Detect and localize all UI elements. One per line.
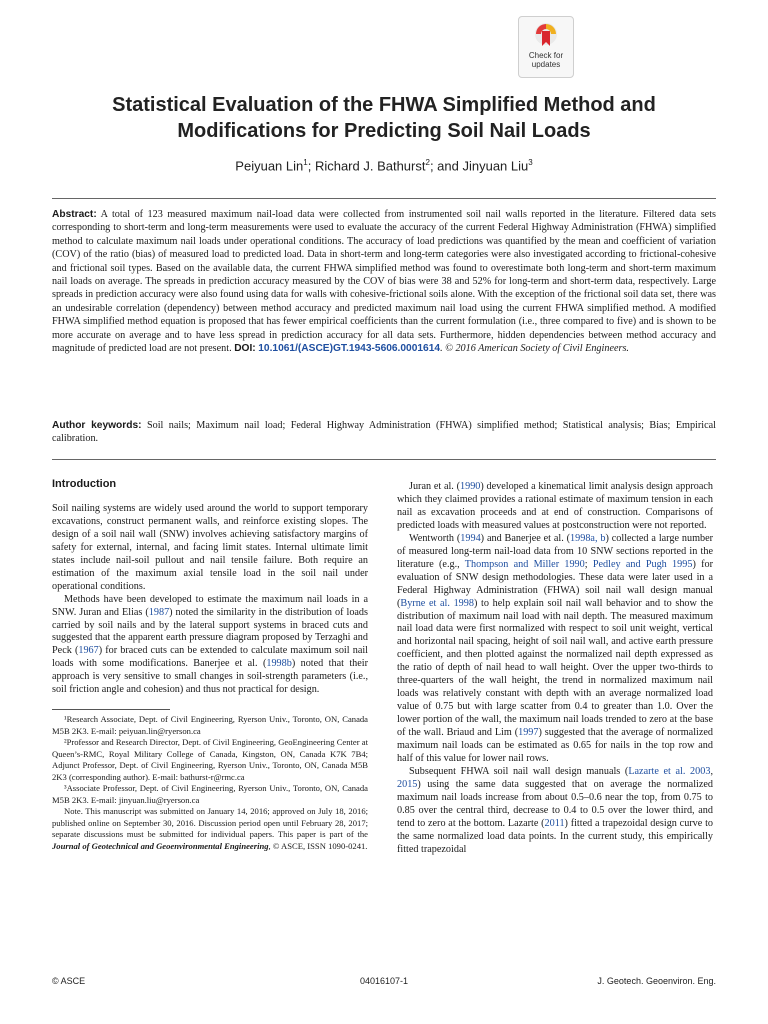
intro-paragraph-1: Soil nailing systems are widely used around the world to support temporary excavations, construct permanent walls, and reinforce existing slopes. The design of a soil nail wall (SNW) involves achieving satisfactory margins of safety for external, internal, and facing limit states. Internal ultimate limit states include nail-soil pullout and nail tensile failure. Both require an estimation of the maximum axial tensile load in the soil nail under operational conditions. — [52, 502, 368, 592]
body-paragraph-r1: Juran et al. (1990) developed a kinematical limit analysis design approach which they claimed provides a rational estimate of maximum tension in each nail as excavation proceeds and at end of construction. Comparisons of predicted loads with measured values at postconstruction were not reported. — [397, 481, 713, 531]
author-sep-2: ; and — [429, 158, 463, 174]
citation-link[interactable]: 1998a, b — [570, 532, 606, 544]
footnote-3: ³Associate Professor, Dept. of Civil Engineering, Ryerson Univ., Toronto, ON, Canada M5B 2K3. E-mail: jinyuan.liu@ryerson.ca — [52, 783, 368, 805]
footer-journal: J. Geotech. Geoenviron. Eng. — [597, 976, 716, 986]
intro-paragraph-2: Methods have been developed to estimate the maximum nail loads in a SNW. Juran and Elias (1987) noted the similarity in the distribution of loads carried by soil nails and by the lateral support systems in braced cuts and suggested that the apparent earth pressure diagram proposed by Terzaghi and Peck (1967) for braced cuts can be extended to calculate maximum soil nail loads with some modifications. Banerjee et al. (1998b) noted that their approach is very sensitive to small changes in soil-strength parameters (i.e., soil friction angle and cohesion) and thus not practical for design. — [52, 593, 368, 696]
page-number: 04016107-1 — [359, 976, 409, 986]
doi-link[interactable]: 10.1061/(ASCE)GT.1943-5606.0001614 — [258, 343, 441, 355]
citation-link[interactable]: Thompson and Miller 1990 — [464, 558, 585, 570]
citation-link[interactable]: 1990 — [460, 481, 481, 492]
author-2: Richard J. Bathurst — [314, 158, 426, 174]
author-1-affil: 1 — [303, 158, 308, 167]
journal-name: Journal of Geotechnical and Geoenvironmental Engineering — [52, 840, 269, 851]
submission-note: Note. This manuscript was submitted on January 14, 2016; approved on July 18, 2016; published online on September 30, 2016. Discussion period open until February 28, 2017; separate discussions must be submitted for individual papers. This paper is part of the Journal of Geotechnical and Geoenvironmental Engineering, © ASCE, ISSN 1090-0241. — [52, 806, 368, 851]
copyright: . © 2016 American Society of Civil Engineers. — [440, 343, 629, 355]
footer-publisher: © ASCE — [52, 976, 86, 986]
author-1: Peiyuan Lin — [235, 158, 304, 174]
section-heading-introduction: Introduction — [52, 478, 117, 490]
citation-link[interactable]: Lazarte et al. 2003 — [628, 765, 711, 777]
footnote-2: ²Professor and Research Director, Dept. of Civil Engineering, GeoEngineering Center at Queen’s-RMC, Royal Military College of Canada, Kingston, ON, Canada K7K 7B4; Adjunct Professor, Dept. of Civil Engineering, Ryerson Univ., Toronto, ON, Canada M5B 2K3 (corresponding author). E-mail: bathurst-r@rmc.ca — [52, 737, 368, 782]
left-column — [52, 478, 368, 852]
citation-link[interactable]: 1994 — [460, 532, 481, 544]
doi-label: DOI: — [234, 343, 256, 355]
abstract-bottom-rule — [52, 459, 716, 460]
citation-link[interactable]: Pedley and Pugh 1995 — [592, 558, 693, 570]
abstract-text: A total of 123 measured maximum nail-load data were collected from instrumented soil nail walls reported in the literature. Filtered data sets corresponding to short-term and long-term measurements were used to evaluate the accuracy of the current Federal Highway Administration (FHWA) simplified method to calculate maximum nail loads under operational conditions. The accuracy of load predictions was quantified by the mean and coefficient of variation (COV) of the ratio (bias) of measured load to predicted load. Data in short-term and long-term categories were also investigated according to frictional-cohesive and frictional soil types. Based on the available data, the current FHWA simplified method was found to overestimate both long-term and short-term maximum nail loads on average. The spreads in prediction accuracy measured by the COV of bias were 38 and 52% for long-term and short-term data, respectively. Large spreads in prediction accuracy were also found using data for walls with cohesive-frictional soils alone. With the exception of the frictional soil data set, there was an undesirable correlation (dependency) between method accuracy and predicted maximum nail load using the current FHWA simplified method. A modified FHWA simplified method equation is proposed that has fewer empirical coefficients than the current formulation (i.e., three compared to five) and is shown to be more accurate on average and to have less spread in prediction accuracy for all data sets. Furthermore, hidden dependencies between method accuracy and magnitude of predicted load are not present. — [52, 209, 716, 355]
paper-title — [40, 92, 728, 144]
check-updates-icon — [533, 21, 559, 51]
author-keywords — [52, 419, 716, 446]
citation-link[interactable]: 1998b — [266, 658, 292, 670]
body-paragraph-r2: Wentworth (1994) and Banerjee et al. (1998a, b) collected a large number of measured long-term nail-load data from 10 SNW sections reported in the literature (e.g., Thompson and Miller 1990; Pedley and Pugh 1995) for evaluation of SNW design methodologies. These data were later used in a Federal Highway Administration (FHWA) soil nail wall design manual (Byrne et al. 1998) to help explain soil nail wall behavior and to show the distribution of maximum nail load with nail depth. The measured maximum nail load data were first normalized with respect to soil unit weight, vertical and horizontal nail spacing, height of soil nail wall, and active earth pressure coefficient, and then plotted against the normalized nail depth expressed as the ratio of depth of nail head to wall height. Over the upper two-thirds to three-quarters of the wall height, the trend in normalized maximum nail loads was relatively constant with depth with an average normalized load value of 0.75 but with large scatter from 0.4 to greater than 1.0. Over the lower portion of the wall, the maximum nail loads trended to zero at the base of the wall. Briaud and Lim (1997) suggested that the average of normalized maximum nail loads can be estimated as 0.65 for nails in the top row and half of this value for lower nail rows. — [397, 532, 714, 765]
citation-link[interactable]: 2015 — [397, 778, 418, 790]
footnote-1: ¹Research Associate, Dept. of Civil Engineering, Ryerson Univ., Toronto, ON, Canada M5B 2K3. E-mail: peiyuan.lin@ryerson.ca — [52, 714, 368, 736]
author-2-affil: 2 — [425, 158, 430, 167]
keywords-label: Author keywords: — [52, 420, 142, 431]
abstract-top-rule — [52, 198, 716, 199]
check-for-updates-badge[interactable] — [518, 16, 574, 78]
citation-link[interactable]: 1987 — [148, 606, 170, 618]
citation-link[interactable]: Byrne et al. 1998 — [400, 597, 474, 609]
badge-line-2: updates — [531, 60, 561, 69]
right-column — [397, 481, 713, 857]
footnote-rule — [52, 709, 170, 710]
title-line-2: Modifications for Predicting Soil Nail Loads — [177, 120, 591, 142]
badge-line-1: Check for — [528, 51, 564, 60]
keywords-text: Soil nails; Maximum nail load; Federal Highway Administration (FHWA) simplified method; Statistical analysis; Bias; Empirical calibration. — [52, 420, 716, 445]
citation-link[interactable]: 2011 — [544, 817, 565, 829]
abstract — [52, 208, 716, 355]
author-list — [40, 158, 728, 173]
citation-link[interactable]: 1967 — [78, 645, 99, 657]
author-sep-1: ; — [307, 158, 315, 174]
title-line-1: Statistical Evaluation of the FHWA Simplified Method and — [112, 94, 656, 116]
citation-link[interactable]: 1997 — [518, 727, 539, 739]
body-paragraph-r3: Subsequent FHWA soil nail wall design manuals (Lazarte et al. 2003, 2015) using the same data suggested that on average the normalized maximum nail loads increase from about 0.5–0.6 near the top, from 0.75 to 0.85 over the central third, decrease to 0.4 to 0.5 over the lower third, and tend to zero at the bottom. Lazarte (2011) fitted a trapezoidal design curve to the same normalized load data points. In the current study, this empirically fitted trapezoidal — [397, 765, 713, 855]
abstract-label: Abstract: — [52, 209, 97, 220]
author-3-affil: 3 — [528, 158, 533, 167]
author-3: Jinyuan Liu — [462, 158, 529, 174]
